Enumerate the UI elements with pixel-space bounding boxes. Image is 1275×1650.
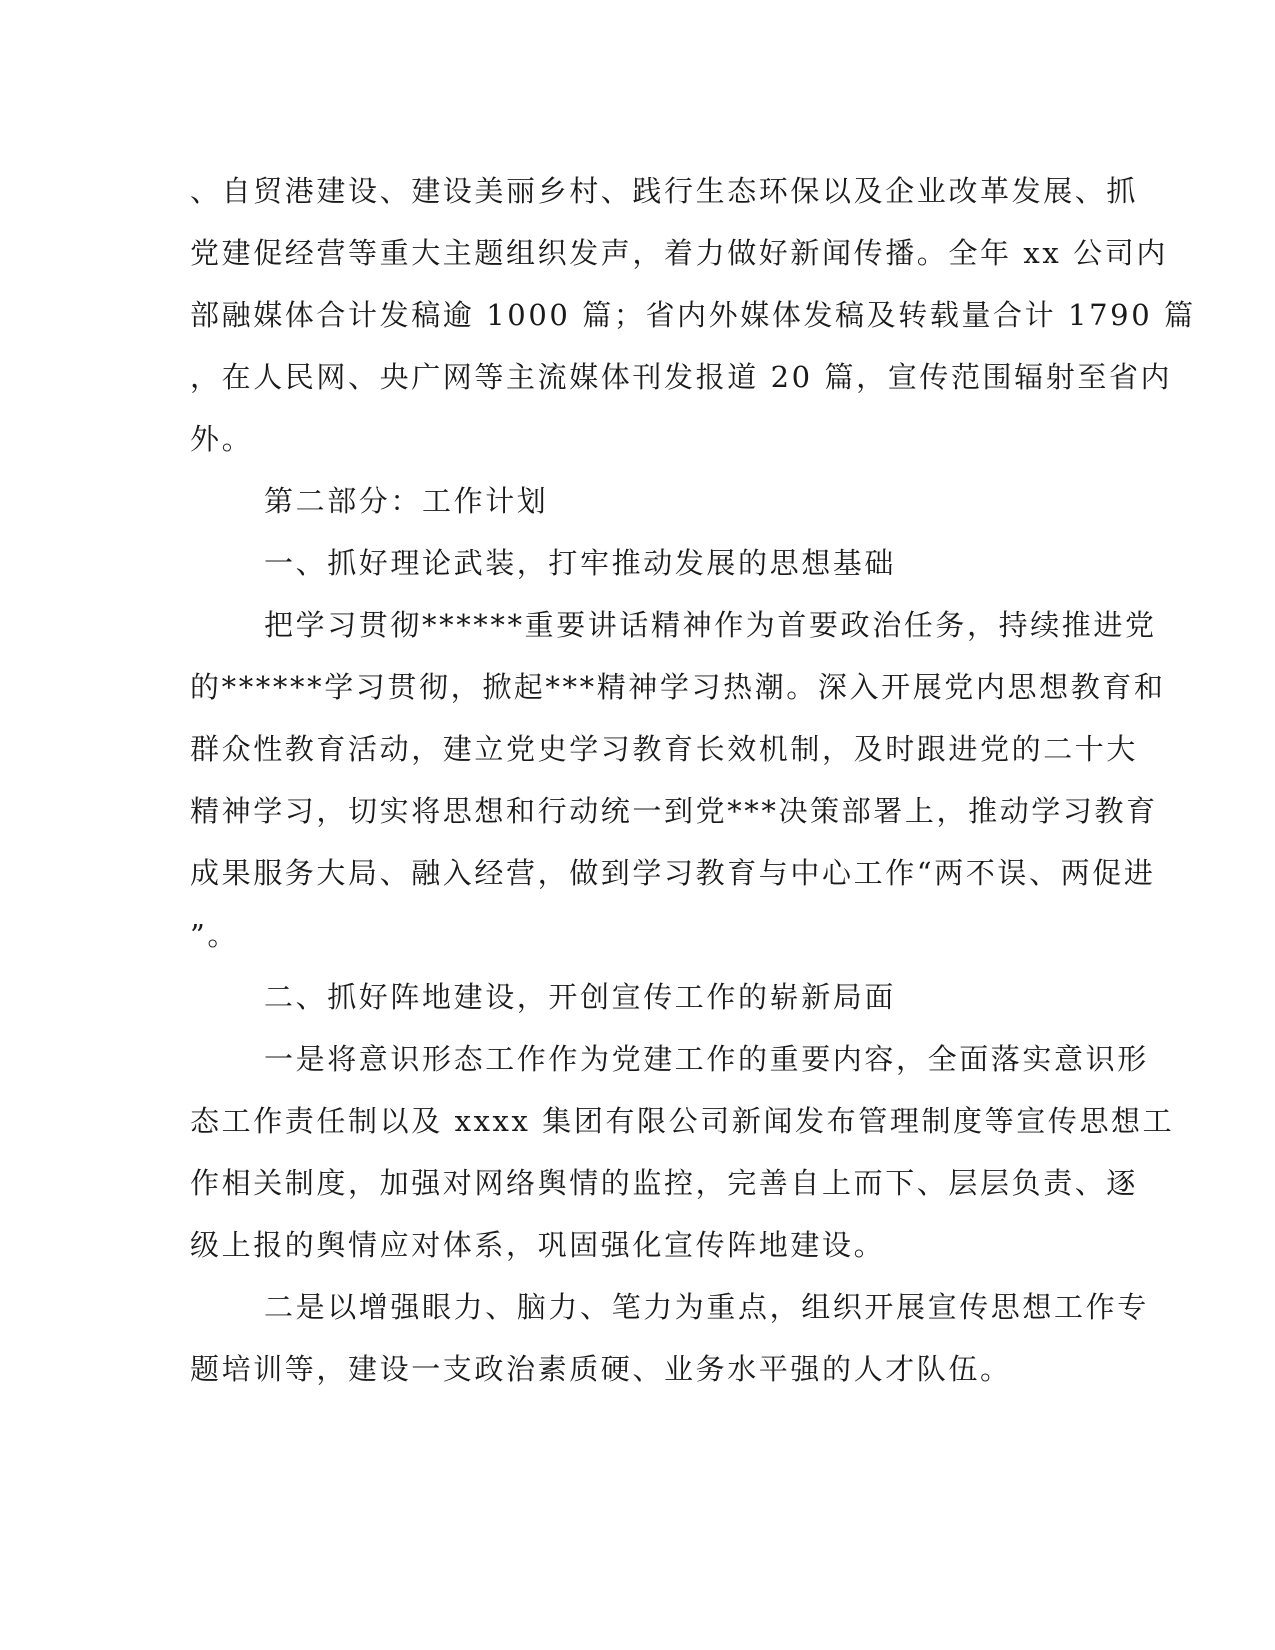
text-line: 群众性教育活动，建立党史学习教育长效机制，及时跟进党的二十大	[190, 732, 1139, 766]
text-line: 、自贸港建设、建设美丽乡村、践行生态环保以及企业改革发展、抓	[190, 174, 1139, 208]
text-line: 把学习贯彻******重要讲话精神作为首要政治任务，持续推进党	[264, 608, 1157, 642]
text-line: ，在人民网、央广网等主流媒体刊发报道 20 篇，宣传范围辐射至省内	[190, 360, 1173, 394]
text-line: 态工作责任制以及 xxxx 集团有限公司新闻发布管理制度等宣传思想工	[190, 1104, 1175, 1138]
text-line: 党建促经营等重大主题组织发声，着力做好新闻传播。全年 xx 公司内	[190, 236, 1168, 270]
part-heading: 第二部分：工作计划	[264, 484, 549, 518]
text-line: 二是以增强眼力、脑力、笔力为重点，组织开展宣传思想工作专	[264, 1290, 1149, 1324]
text-line: 作相关制度，加强对网络舆情的监控，完善自上而下、层层负责、逐	[190, 1166, 1139, 1200]
text-line: 部融媒体合计发稿逾 1000 篇；省内外媒体发稿及转载量合计 1790 篇	[190, 298, 1196, 332]
text-line: ”。	[190, 918, 240, 952]
text-line: 成果服务大局、融入经营，做到学习教育与中心工作“两不误、两促进	[190, 856, 1156, 890]
section-heading: 一、抓好理论武装，打牢推动发展的思想基础	[264, 546, 897, 580]
section-heading: 二、抓好阵地建设，开创宣传工作的崭新局面	[264, 980, 897, 1014]
text-line: 级上报的舆情应对体系，巩固强化宣传阵地建设。	[190, 1228, 886, 1262]
text-line: 的******学习贯彻，掀起***精神学习热潮。深入开展党内思想教育和	[190, 670, 1166, 704]
document-body	[190, 160, 1196, 1400]
text-line: 题培训等，建设一支政治素质硬、业务水平强的人才队伍。	[190, 1352, 1012, 1386]
text-line: 一是将意识形态工作作为党建工作的重要内容，全面落实意识形	[264, 1042, 1149, 1076]
text-line: 外。	[190, 422, 254, 456]
text-line: 精神学习，切实将思想和行动统一到党***决策部署上，推动学习教育	[190, 794, 1158, 828]
